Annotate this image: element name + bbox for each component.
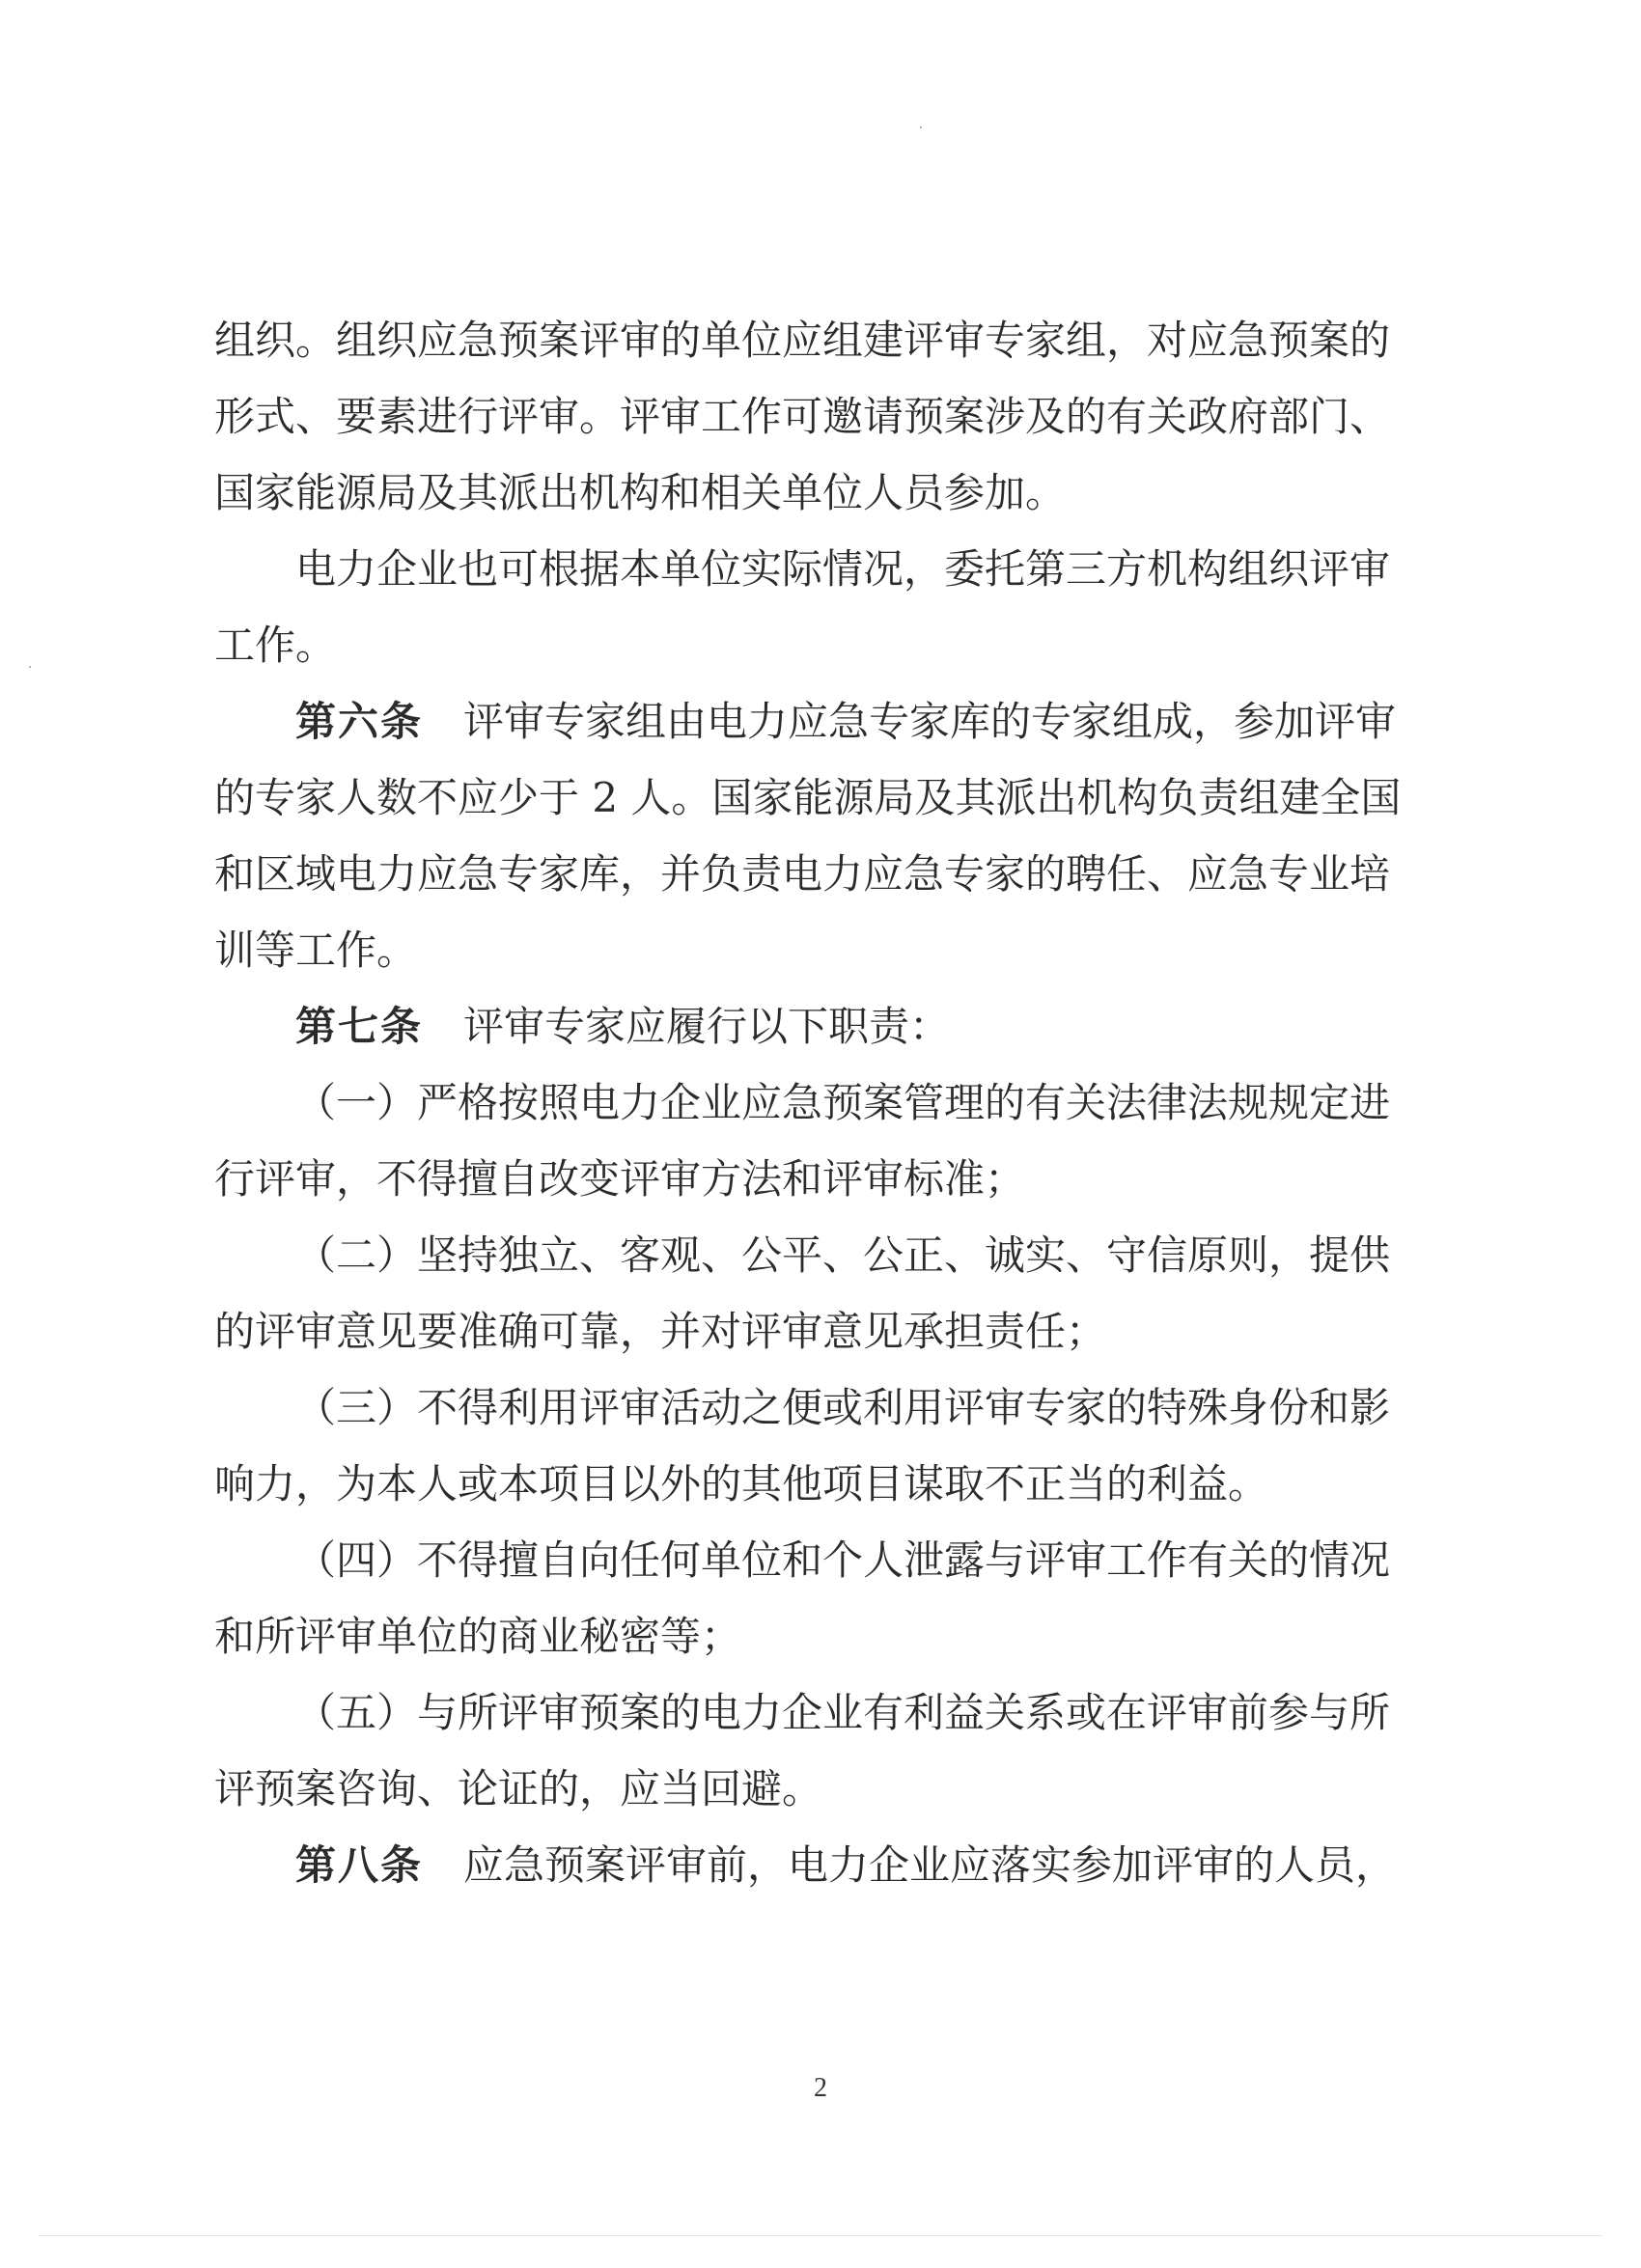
text-line: 行评审，不得擅自改变评审方法和评审标准；	[214, 1155, 1026, 1203]
text-line: 工作。	[214, 622, 337, 669]
text-line: 训等工作。	[214, 927, 418, 974]
text-line: （三）不得利用评审活动之便或利用评审专家的特殊身份和影	[295, 1384, 1391, 1431]
text-line: 评审专家组由电力应急专家库的专家组成，参加评审	[463, 698, 1397, 745]
scan-speck	[920, 126, 922, 128]
text-line: 响力，为本人或本项目以外的其他项目谋取不正当的利益。	[214, 1460, 1269, 1507]
text-line: 应急预案评审前，电力企业应落实参加评审的人员，	[463, 1841, 1397, 1889]
article-8-line	[214, 1827, 1397, 1903]
article-7-line	[214, 988, 1361, 1065]
text-line: 和所评审单位的商业秘密等；	[214, 1613, 742, 1660]
text-line: （二）坚持独立、客观、公平、公正、诚实、守信原则，提供	[295, 1231, 1391, 1279]
article-8-label: 第八条	[295, 1841, 424, 1889]
article-6-line	[214, 683, 1397, 760]
text-line: （五）与所评审预案的电力企业有利益关系或在评审前参与所	[295, 1689, 1391, 1736]
scan-speck	[29, 666, 31, 668]
page-number: 2	[814, 2073, 827, 2103]
text-line: 和区域电力应急专家库，并负责电力应急专家的聘任、应急专业培	[214, 850, 1391, 898]
article-7-label: 第七条	[295, 1003, 424, 1050]
text-line: 评预案咨询、论证的，应当回避。	[214, 1765, 823, 1812]
text-line: （一）严格按照电力企业应急预案管理的有关法律法规规定进	[295, 1079, 1391, 1126]
text-line: （四）不得擅自向任何单位和个人泄露与评审工作有关的情况	[295, 1536, 1391, 1584]
text-line: 的评审意见要准确可靠，并对评审意见承担责任；	[214, 1308, 1107, 1355]
text-line: 国家能源局及其派出机构和相关单位人员参加。	[214, 469, 1067, 516]
document-body	[214, 302, 1402, 1903]
article-6-label: 第六条	[295, 698, 424, 745]
scan-edge-line	[39, 2235, 1602, 2236]
text-line: 电力企业也可根据本单位实际情况，委托第三方机构组织评审	[295, 545, 1391, 593]
text-line: 的专家人数不应少于 2 人。国家能源局及其派出机构负责组建全国	[214, 774, 1402, 821]
text-line: 组织。组织应急预案评审的单位应组建评审专家组，对应急预案的	[214, 317, 1391, 364]
text-line: 评审专家应履行以下职责：	[463, 1003, 951, 1050]
text-line: 形式、要素进行评审。评审工作可邀请预案涉及的有关政府部门、	[214, 393, 1391, 440]
